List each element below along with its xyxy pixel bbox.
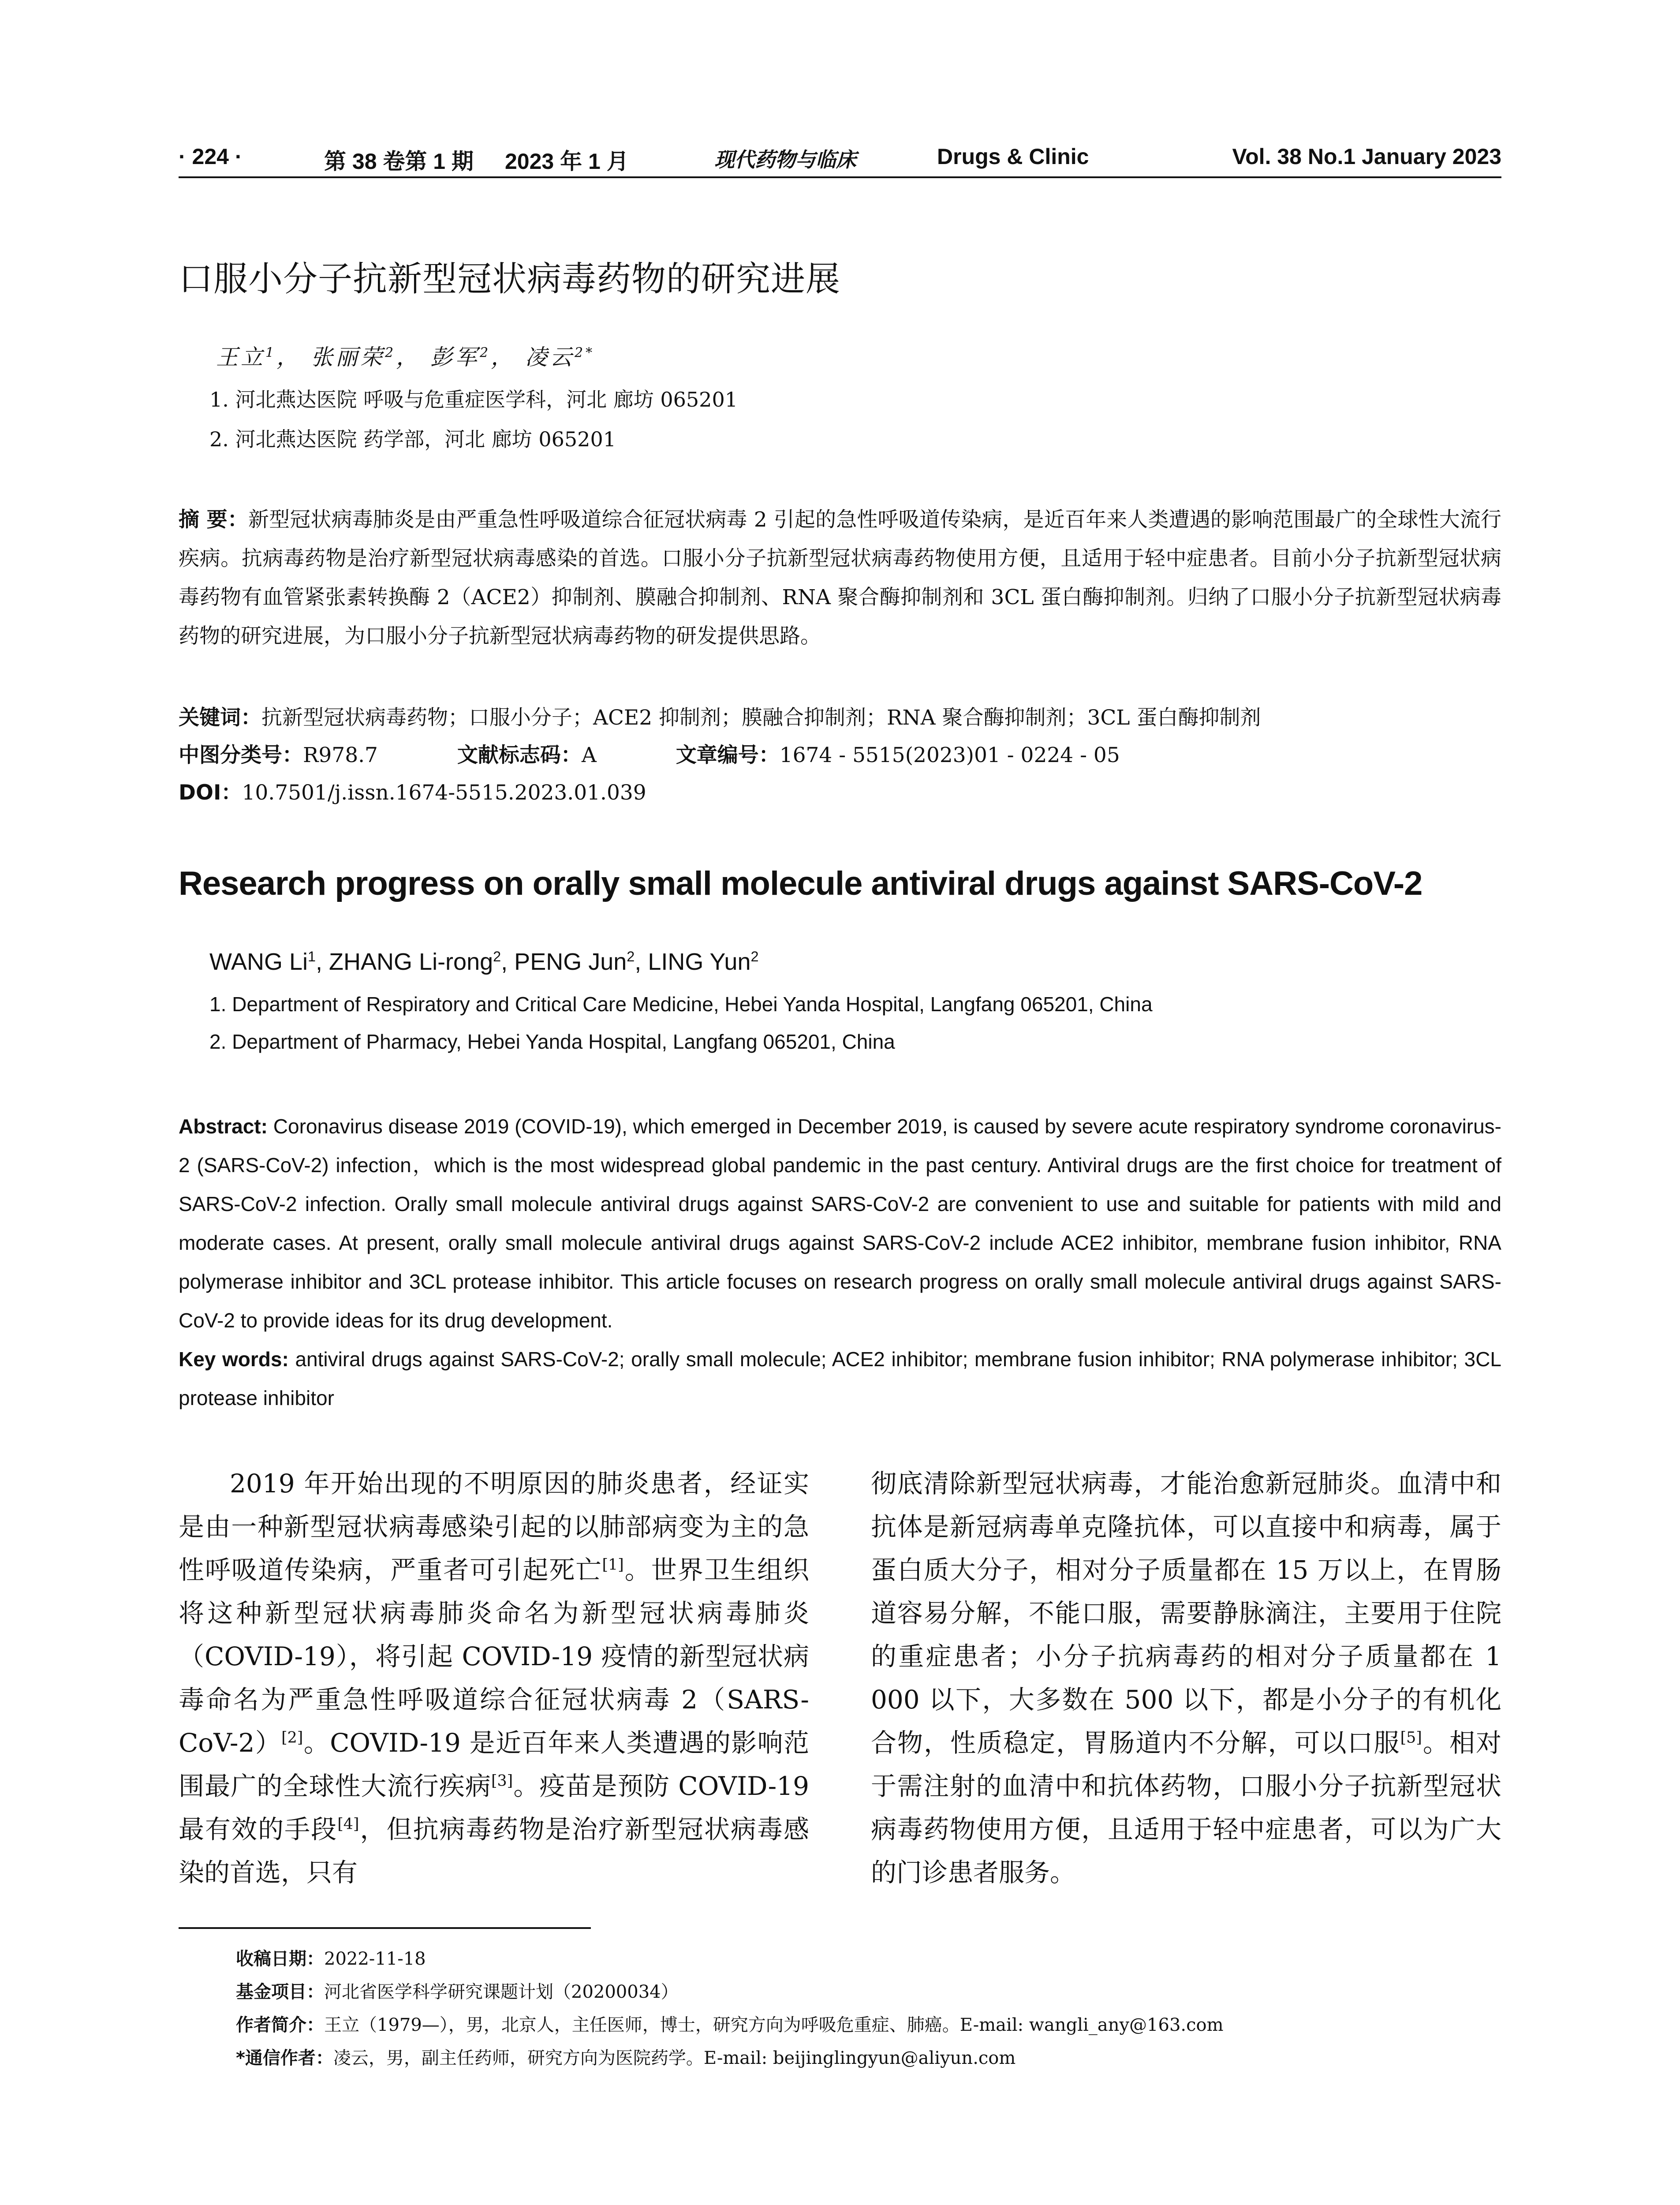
article-no-label: 文章编号： [676, 743, 780, 767]
doc-code-value: A [581, 743, 597, 767]
header-rule [179, 176, 1501, 178]
citation-ref[interactable]: [2] [281, 1729, 303, 1747]
article-title-cn: 口服小分子抗新型冠状病毒药物的研究进展 [179, 259, 841, 299]
footnote-label: *通信作者： [236, 2048, 333, 2068]
keywords-en-text: antiviral drugs against SARS-CoV-2; orally small molecule; ACE2 inhibitor; membrane fusion inhibitor; RNA polymerase inhibitor; 3CL protease inhibitor [179, 1348, 1501, 1409]
author-name: 王立 [216, 344, 265, 370]
abstract-cn [179, 501, 1501, 656]
article-title-en: Research progress on orally small molecule antiviral drugs against SARS-CoV-2 [179, 865, 1422, 902]
footnote-rule [179, 1927, 591, 1929]
author-name: LING Yun [648, 949, 751, 975]
author-affiliation-mark: 2 [750, 949, 759, 964]
author-affiliation-mark: 2 [627, 949, 635, 964]
author-affiliation-mark: 2* [575, 345, 595, 361]
journal-name-cn: 现代药物与临床 [714, 148, 856, 172]
author-affiliation-mark: 2 [493, 949, 501, 964]
body-paragraph [179, 1462, 809, 1894]
body-text: 。相对于需注射的血清中和抗体药物，口服小分子抗新型冠状病毒药物使用方便，且适用于轻中症患者，可以为广大的门诊患者服务。 [871, 1728, 1501, 1887]
volume-issue-cn: 第 38 卷第 1 期 [324, 149, 474, 174]
author-name: ZHANG Li-rong [329, 949, 493, 975]
footnote-text: 河北省医学科学研究课题计划（20200034） [324, 1982, 679, 2002]
footnote-received [236, 1945, 426, 1970]
clc-label: 中图分类号： [179, 743, 303, 767]
page-number: · 224 · [179, 144, 243, 169]
article-no-value: 1674 - 5515(2023)01 - 0224 - 05 [779, 743, 1120, 767]
body-text: ，但抗病毒药物是治疗新型冠状病毒感染的首选，只有 [179, 1814, 809, 1887]
affiliation-cn-1: 1. 河北燕达医院 呼吸与危重症医学科，河北 廊坊 065201 [209, 388, 738, 411]
body-text: 。世界卫生组织将这种新型冠状病毒肺炎命名为新型冠状病毒肺炎（COVID-19），将引起 COVID-19 疫情的新型冠状病毒命名为严重急性呼吸道综合征冠状病毒 2（SARS-CoV-2） [179, 1555, 809, 1758]
author-name: PENG Jun [514, 949, 627, 975]
footnote-text: 2022-11-18 [324, 1949, 426, 1969]
footnote-text: 王立（1979—），男，北京人，主任医师，博士，研究方向为呼吸危重症、肺癌。E-mail: wangli_any@163.com [324, 2015, 1224, 2035]
author-name: 张丽荣 [311, 344, 385, 370]
doc-code-label: 文献标志码： [457, 743, 582, 767]
abstract-en-text: Coronavirus disease 2019 (COVID-19), which emerged in December 2019, is caused by severe acute respiratory syndrome coronavirus-2 (SARS-CoV-2) infection，which is the most widespread global pandemic in the past century. Antiviral drugs are the first choice for treatment of SARS-CoV-2 infection. Orally small molecule antiviral drugs against SARS-CoV-2 are convenient to use and suitable for patients with mild and moderate cases. At present, orally small molecule antiviral drugs against SARS-CoV-2 include ACE2 inhibitor, membrane fusion inhibitor, RNA polymerase inhibitor and 3CL protease inhibitor. This article focuses on research progress on orally small molecule antiviral drugs against SARS-CoV-2 to provide ideas for its drug development. [179, 1115, 1502, 1332]
author-name: 凌云 [525, 344, 575, 370]
footnote-label: 收稿日期： [236, 1949, 324, 1969]
affiliation-en-1: 1. Department of Respiratory and Critical Care Medicine, Hebei Yanda Hospital, Langfang 065201, China [209, 993, 1153, 1016]
classification-line [179, 739, 1120, 768]
clc-value: R978.7 [303, 743, 378, 767]
journal-name-en: Drugs & Clinic [937, 144, 1089, 169]
footnote-label: 基金项目： [236, 1982, 324, 2002]
abstract-cn-label: 摘 要： [179, 508, 248, 532]
footnote-author-bio [236, 2011, 1224, 2036]
body-column-left [179, 1462, 809, 1894]
author-affiliation-mark: 2 [385, 345, 396, 361]
abstract-en [179, 1107, 1501, 1417]
body-paragraph [871, 1462, 1501, 1894]
author-affiliation-mark: 1 [265, 345, 277, 361]
author-affiliation-mark: 2 [480, 345, 491, 361]
doi-value: 10.7501/j.issn.1674-5515.2023.01.039 [242, 781, 646, 805]
body-text: 2019 年开始出现的不明原因的肺炎患者，经证实是由一种新型冠状病毒感染引起的以肺部病变为主的急性呼吸道传染病，严重者可引起死亡 [179, 1469, 809, 1585]
author-list-cn: 王立$^1$， 张丽荣$^2$， 彭军$^2$， 凌云$^{2*}$ [216, 344, 595, 370]
running-header [179, 140, 1501, 176]
volume-en: Vol. 38 No.1 January 2023 [1232, 144, 1501, 169]
author-list-en: WANG Li$^1$, ZHANG Li-rong$^2$, PENG Jun$^2$, LING Yun$^2$ [209, 949, 759, 975]
citation-ref[interactable]: [1] [602, 1556, 624, 1574]
keywords-cn-text: 抗新型冠状病毒药物；口服小分子；ACE2 抑制剂；膜融合抑制剂；RNA 聚合酶抑制剂；3CL 蛋白酶抑制剂 [261, 706, 1261, 730]
abstract-en-label: Abstract: [179, 1115, 268, 1138]
citation-ref[interactable]: [5] [1400, 1729, 1422, 1747]
doi-label: DOI： [179, 781, 242, 805]
affiliation-cn-2: 2. 河北燕达医院 药学部，河北 廊坊 065201 [209, 427, 616, 451]
date-cn: 2023 年 1 月 [505, 149, 629, 174]
body-text: 彻底清除新型冠状病毒，才能治愈新冠肺炎。血清中和抗体是新冠病毒单克隆抗体，可以直接中和病毒，属于蛋白质大分子，相对分子质量都在 15 万以上，在胃肠道容易分解，不能口服，需要静脉滴注，主要用于住院的重症患者；小分子抗病毒药的相对分子质量都在 1 000 以下，大多数在 500 以下，都是小分子的有机化合物，性质稳定，胃肠道内不分解，可以口服 [871, 1469, 1501, 1758]
keywords-cn [179, 701, 1261, 731]
body-text: 。疫苗是预防 COVID-19 最有效的手段 [179, 1771, 809, 1844]
body-column-right [871, 1462, 1501, 1894]
affiliation-en-2: 2. Department of Pharmacy, Hebei Yanda Hospital, Langfang 065201, China [209, 1030, 895, 1053]
footnote-corresponding-author [236, 2044, 1015, 2069]
doi-line [179, 776, 646, 806]
author-name: 彭军 [430, 344, 480, 370]
footnote-text: 凌云，男，副主任药师，研究方向为医院药学。E-mail: beijinglingyun@aliyun.com [333, 2048, 1016, 2068]
abstract-cn-text: 新型冠状病毒肺炎是由严重急性呼吸道综合征冠状病毒 2 引起的急性呼吸道传染病，是近百年来人类遭遇的影响范围最广的全球性大流行疾病。抗病毒药物是治疗新型冠状病毒感染的首选。口服小分子抗新型冠状病毒药物使用方便，且适用于轻中症患者。目前小分子抗新型冠状病毒药物有血管紧张素转换酶 2（ACE2）抑制剂、膜融合抑制剂、RNA 聚合酶抑制剂和 3CL 蛋白酶抑制剂。归纳了口服小分子抗新型冠状病毒药物的研究进展，为口服小分子抗新型冠状病毒药物的研发提供思路。 [179, 508, 1501, 648]
keywords-en-label: Key words: [179, 1348, 289, 1371]
citation-ref[interactable]: [3] [491, 1772, 513, 1790]
body-text: 。COVID-19 是近百年来人类遭遇的影响范围最广的全球性大流行疾病 [179, 1728, 809, 1801]
footnote-funding [236, 1978, 679, 2003]
author-affiliation-mark: 1 [308, 949, 316, 964]
author-name: WANG Li [209, 949, 308, 975]
keywords-cn-label: 关键词： [179, 706, 261, 730]
footnote-label: 作者简介： [236, 2015, 324, 2035]
citation-ref[interactable]: [4] [337, 1815, 359, 1833]
